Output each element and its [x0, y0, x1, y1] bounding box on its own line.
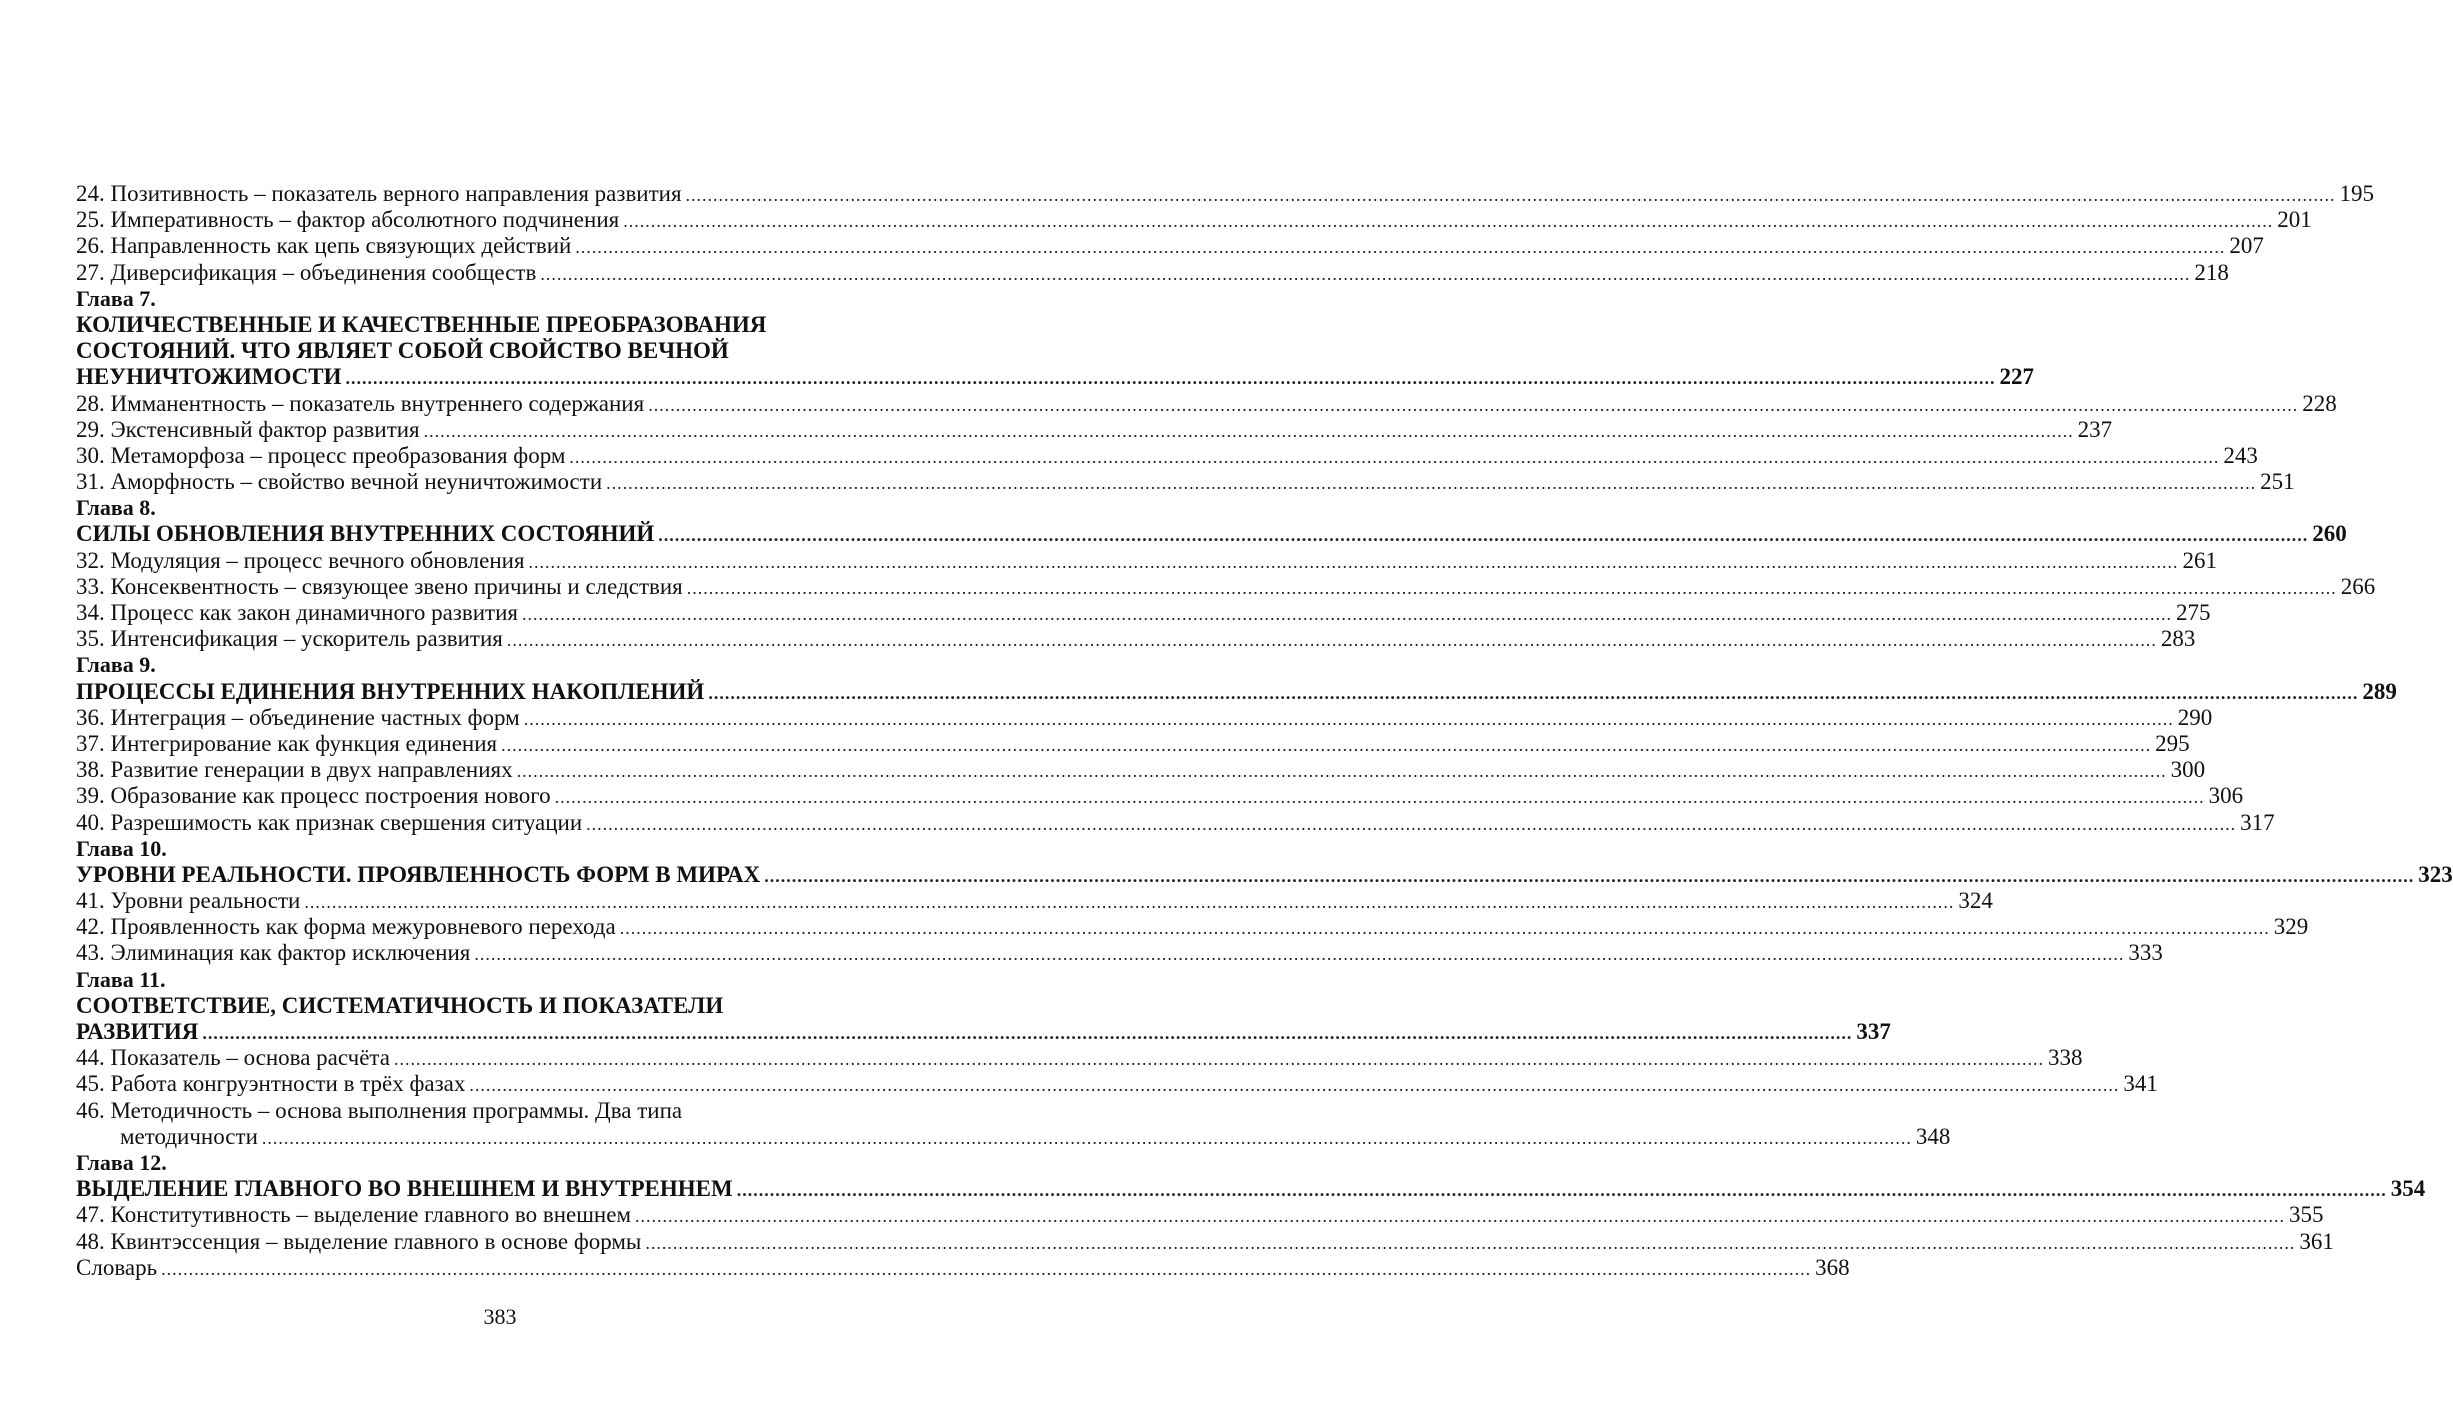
entry-title: СОСТОЯНИЙ. ЧТО ЯВЛЯЕТ СОБОЙ СВОЙСТВО ВЕЧНОЙ [76, 338, 729, 364]
toc-entry [76, 1202, 2324, 1228]
entry-page-number: 317 [2240, 809, 2275, 835]
toc-entry [76, 730, 2190, 757]
entry-page-number: 251 [2260, 469, 2295, 495]
entry-title: Глава 9. [76, 652, 156, 678]
entry-page-number: 341 [2123, 1071, 2158, 1097]
entry-title: 30. Метаморфоза – процесс преобразования форм [76, 442, 566, 468]
dot-leader: ............................................................................................................................................................................................................................................................................................................ [736, 1180, 2387, 1201]
toc-entry [76, 888, 1993, 914]
entry-title: 47. Конститутивность – выделение главного во внешнем [76, 1202, 631, 1228]
entry-title: Глава 11. [76, 966, 166, 992]
toc-entry [76, 757, 2206, 783]
entry-title: Глава 10. [76, 835, 167, 861]
entry-title: 45. Работа конгруэнтности в трёх фазах [76, 1071, 466, 1097]
entry-title: УРОВНИ РЕАЛЬНОСТИ. ПРОЯВЛЕННОСТЬ ФОРМ В МИРАХ [76, 861, 761, 887]
toc-entry [76, 442, 2258, 469]
table-of-contents [76, 181, 2453, 1281]
dot-leader: ............................................................................................................................................................................................................................................................................................................ [261, 1127, 1912, 1148]
entry-page-number: 261 [2182, 547, 2218, 573]
toc-entry [76, 1254, 1850, 1281]
dot-leader: ............................................................................................................................................................................................................................................................................................................ [635, 1206, 2285, 1227]
dot-leader: ............................................................................................................................................................................................................................................................................................................ [540, 263, 2191, 284]
toc-entry [76, 809, 2275, 836]
entry-page-number: 354 [2390, 1176, 2426, 1202]
chapter-label [76, 836, 940, 862]
chapter-title [76, 861, 2453, 888]
entry-title: Глава 7. [76, 285, 156, 311]
entry-title: 36. Интеграция – объединение частных форм [76, 704, 520, 730]
entry-page-number: 283 [2160, 626, 2196, 652]
dot-leader: ............................................................................................................................................................................................................................................................................................................ [764, 865, 2415, 886]
toc-entry [76, 233, 2264, 259]
dot-leader: ............................................................................................................................................................................................................................................................................................................ [554, 787, 2205, 808]
entry-title: 27. Диверсификация – объединения сообществ [76, 259, 537, 285]
entry-page-number: 201 [2277, 207, 2312, 233]
dot-leader: ............................................................................................................................................................................................................................................................................................................ [569, 446, 2220, 467]
entry-title: 35. Интенсификация – ускоритель развития [76, 626, 503, 652]
dot-leader: ............................................................................................................................................................................................................................................................................................................ [708, 682, 2359, 703]
entry-page-number: 295 [2155, 730, 2190, 756]
entry-page-number: 218 [2194, 259, 2229, 285]
entry-title: Словарь [76, 1254, 158, 1280]
entry-title: КОЛИЧЕСТВЕННЫЕ И КАЧЕСТВЕННЫЕ ПРЕОБРАЗОВАНИЯ [76, 311, 767, 337]
entry-page-number: 207 [2229, 233, 2264, 259]
entry-title: 46. Методичность – основа выполнения программы. Два типа [76, 1097, 683, 1123]
toc-entry [76, 207, 2312, 233]
entry-title: 37. Интегрирование как функция единения [76, 730, 498, 756]
dot-leader: ............................................................................................................................................................................................................................................................................................................ [423, 420, 2074, 441]
chapter-title [76, 521, 2347, 547]
toc-entry [76, 1123, 1951, 1150]
entry-page-number: 324 [1958, 888, 1993, 914]
entry-page-number: 333 [2128, 940, 2163, 966]
toc-entry [76, 181, 2375, 207]
entry-page-number: 368 [1815, 1254, 1850, 1280]
entry-page-number: 228 [2302, 390, 2337, 416]
chapter-label [76, 967, 940, 993]
entry-title: 33. Консеквентность – связующее звено причины и следствия [76, 573, 683, 599]
entry-page-number: 300 [2170, 757, 2206, 783]
entry-page-number: 323 [2418, 861, 2453, 887]
entry-title: 34. Процесс как закон динамичного развития [76, 600, 518, 625]
entry-page-number: 227 [1999, 364, 2034, 390]
chapter-title [76, 678, 2397, 705]
dot-leader: ............................................................................................................................................................................................................................................................................................................ [575, 237, 2226, 258]
dot-leader: ............................................................................................................................................................................................................................................................................................................ [523, 708, 2174, 729]
entry-title: 32. Модуляция – процесс вечного обновления [76, 547, 525, 573]
entry-title: 39. Образование как процесс построения нового [76, 783, 551, 809]
dot-leader: ............................................................................................................................................................................................................................................................................................................ [528, 551, 2179, 572]
dot-leader: ............................................................................................................................................................................................................................................................................................................ [393, 1049, 2044, 1070]
toc-entry [76, 626, 2196, 652]
toc-entry [76, 600, 2211, 626]
dot-leader: ............................................................................................................................................................................................................................................................................................................ [506, 630, 2157, 651]
dot-leader: ............................................................................................................................................................................................................................................................................................................ [501, 734, 2152, 755]
toc-entry [76, 573, 2376, 600]
toc-entry [76, 1228, 2334, 1255]
entry-title: 41. Уровни реальности [76, 888, 301, 914]
toc-entry [76, 940, 2163, 966]
dot-leader: ............................................................................................................................................................................................................................................................................................................ [345, 368, 1996, 389]
toc-entry [76, 1098, 940, 1124]
chapter-title [76, 364, 2034, 390]
entry-page-number: 306 [2208, 783, 2244, 809]
entry-page-number: 275 [2175, 600, 2211, 625]
entry-page-number: 266 [2340, 573, 2376, 599]
entry-page-number: 348 [1915, 1123, 1951, 1149]
entry-title: 48. Квинтэссенция – выделение главного в основе формы [76, 1228, 642, 1254]
entry-title: Глава 12. [76, 1149, 167, 1175]
dot-leader: ............................................................................................................................................................................................................................................................................................................ [521, 604, 2172, 624]
dot-leader: ............................................................................................................................................................................................................................................................................................................ [686, 577, 2337, 598]
toc-entry [76, 704, 2213, 731]
toc-entry [76, 1045, 2083, 1071]
entry-page-number: 338 [2047, 1045, 2083, 1071]
toc-entry [76, 1071, 2158, 1097]
entry-title: 38. Развитие генерации в двух направлениях [76, 757, 513, 783]
dot-leader: ............................................................................................................................................................................................................................................................................................................ [685, 185, 2336, 205]
entry-page-number: 260 [2312, 521, 2347, 547]
entry-page-number: 289 [2362, 678, 2397, 704]
entry-title: Глава 8. [76, 495, 156, 521]
dot-leader: ............................................................................................................................................................................................................................................................................................................ [648, 394, 2299, 415]
entry-title: НЕУНИЧТОЖИМОСТИ [76, 364, 342, 390]
toc-entry [76, 469, 2295, 495]
entry-title: 24. Позитивность – показатель верного направления развития [76, 181, 682, 206]
entry-page-number: 195 [2339, 181, 2375, 206]
entry-title: 25. Императивность – фактор абсолютного подчинения [76, 207, 620, 233]
dot-leader: ............................................................................................................................................................................................................................................................................................................ [474, 944, 2125, 965]
dot-leader: ............................................................................................................................................................................................................................................................................................................ [658, 525, 2309, 546]
toc-entry [76, 390, 2337, 417]
entry-page-number: 243 [2223, 442, 2258, 468]
dot-leader: ............................................................................................................................................................................................................................................................................................................ [202, 1023, 1853, 1043]
entry-title: 28. Имманентность – показатель внутреннего содержания [76, 390, 645, 416]
entry-page-number: 355 [2289, 1202, 2324, 1228]
entry-title: ВЫДЕЛЕНИЕ ГЛАВНОГО ВО ВНЕШНЕМ И ВНУТРЕННЕМ [76, 1176, 733, 1202]
entry-title: СИЛЫ ОБНОВЛЕНИЯ ВНУТРЕННИХ СОСТОЯНИЙ [76, 521, 655, 547]
entry-page-number: 337 [1856, 1019, 1891, 1044]
entry-title: ПРОЦЕССЫ ЕДИНЕНИЯ ВНУТРЕННИХ НАКОПЛЕНИЙ [76, 678, 705, 704]
toc-entry [76, 416, 2113, 443]
entry-title: 31. Аморфность – свойство вечной неуничтожимости [76, 469, 603, 495]
dot-leader: ............................................................................................................................................................................................................................................................................................................ [469, 1075, 2120, 1096]
entry-page-number: 329 [2273, 914, 2309, 940]
dot-leader: ............................................................................................................................................................................................................................................................................................................ [304, 892, 1955, 913]
toc-entry [76, 259, 2229, 286]
entry-title: 42. Проявленность как форма межуровневого перехода [76, 914, 616, 940]
chapter-title [76, 993, 940, 1019]
toc-entry [76, 547, 2218, 574]
toc-entry [76, 783, 2244, 809]
chapter-label [76, 495, 940, 521]
chapter-label [76, 286, 940, 312]
entry-title: 40. Разрешимость как признак свершения ситуации [76, 809, 583, 835]
dot-leader: ............................................................................................................................................................................................................................................................................................................ [586, 813, 2237, 834]
dot-leader: ............................................................................................................................................................................................................................................................................................................ [619, 918, 2270, 939]
toc-entry [76, 914, 2309, 940]
dot-leader: ............................................................................................................................................................................................................................................................................................................ [516, 761, 2167, 782]
chapter-label [76, 652, 940, 678]
entry-page-number: 237 [2077, 416, 2113, 442]
entry-title: 29. Экстенсивный фактор развития [76, 416, 420, 442]
entry-title: 43. Элиминация как фактор исключения [76, 940, 471, 966]
entry-title: методичности [120, 1123, 258, 1149]
dot-leader: ............................................................................................................................................................................................................................................................................................................ [623, 211, 2274, 232]
entry-title: СООТВЕТСТВИЕ, СИСТЕМАТИЧНОСТЬ И ПОКАЗАТЕЛИ [76, 992, 724, 1018]
dot-leader: ............................................................................................................................................................................................................................................................................................................ [606, 473, 2257, 494]
entry-page-number: 290 [2177, 704, 2213, 730]
chapter-title [76, 1176, 2426, 1202]
chapter-title [76, 1019, 1891, 1045]
chapter-title [76, 312, 940, 338]
dot-leader: ............................................................................................................................................................................................................................................................................................................ [161, 1258, 1812, 1279]
chapter-label [76, 1150, 940, 1176]
chapter-title [76, 338, 940, 364]
entry-title: 44. Показатель – основа расчёта [76, 1045, 390, 1071]
dot-leader: ............................................................................................................................................................................................................................................................................................................ [645, 1232, 2296, 1253]
entry-page-number: 361 [2299, 1228, 2334, 1254]
entry-title: РАЗВИТИЯ [76, 1019, 199, 1044]
entry-title: 26. Направленность как цепь связующих действий [76, 233, 572, 259]
page-number: 383 [483, 1304, 517, 1329]
